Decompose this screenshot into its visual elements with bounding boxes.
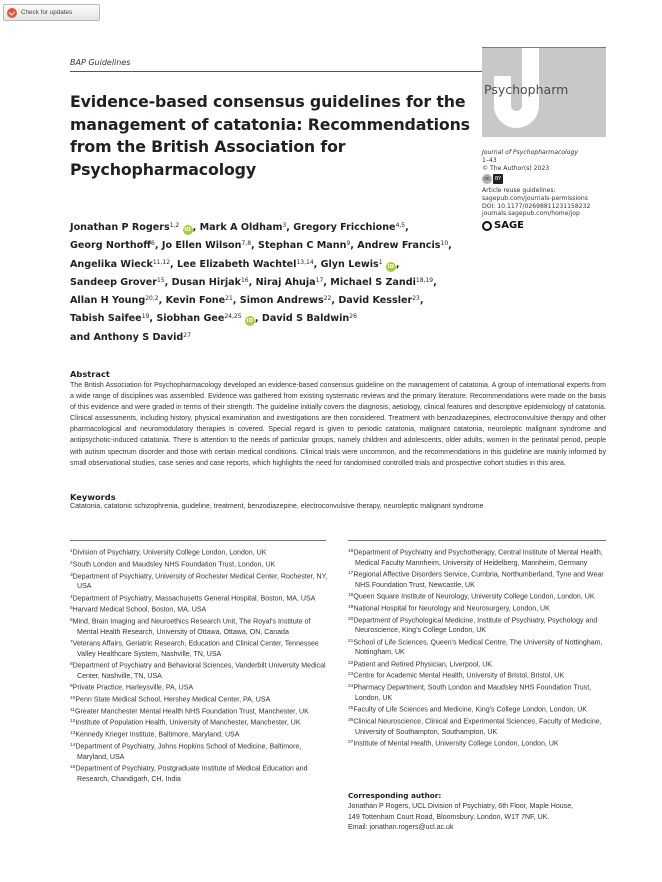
corresponding-line: Jonathan P Rogers, UCL Division of Psychiatry, 6th Floor, Maple House, (348, 803, 574, 811)
author-separator: , (419, 295, 424, 307)
author (357, 240, 452, 251)
affiliation-number: 15 (70, 764, 76, 770)
author-name: Allan H Young (70, 295, 146, 307)
affiliation-text: Mind, Brain Imaging and Neuroethics Research Unit, The Royal's Institute of Mental Health Research, University of Ottawa, Ottawa, ON, Canada (72, 618, 311, 636)
affiliation-item (70, 616, 332, 638)
affiliation-text: Harvard Medical School, Boston, MA, USA (72, 606, 207, 614)
affiliation-item (348, 682, 610, 704)
author-affiliation-sup: 23 (412, 295, 420, 303)
author-affiliation-sup: 18,19 (415, 276, 434, 284)
affiliation-number: 24 (348, 684, 354, 689)
author-affiliation-sup: 10 (440, 240, 449, 248)
update-check-icon (7, 8, 17, 18)
author-separator: , (192, 222, 200, 233)
affiliation-text: Clinical Neuroscience, Clinical and Experimental Sciences, Faculty of Medicine, University of Southampton, Southampton, UK (353, 718, 602, 736)
affiliation-number: 18 (348, 593, 354, 598)
author (177, 259, 321, 270)
affiliation-item (348, 670, 610, 682)
affiliation-text: Veterans Affairs, Geriatric Research, Education and Clinical Center, Tennessee Valley Healthcare System, Nashville, TN, USA (72, 640, 319, 658)
affiliation-item (70, 571, 332, 593)
affiliation-number: 1 (70, 549, 73, 554)
author (240, 295, 339, 306)
footnote-divider (348, 540, 606, 541)
author-name: David S Baldwin (261, 313, 350, 325)
author-name: Georg Northoff (70, 240, 152, 252)
author-affiliation-sup: 1,2 (169, 222, 180, 229)
author (70, 332, 191, 343)
affiliation-number: 7 (70, 640, 73, 645)
affiliation-number: 21 (348, 638, 354, 644)
affiliation-number: 11 (70, 707, 75, 713)
author-affiliation-sup: 24,25 (224, 313, 242, 321)
author-affiliation-sup: 11,12 (152, 258, 171, 266)
doi[interactable]: DOI: 10.1177/02698811231158232 (482, 202, 591, 210)
author (262, 313, 357, 324)
affiliation-item (348, 603, 610, 615)
title-line: from the British Association for (70, 137, 346, 156)
affiliation-text: Greater Manchester Mental Health NHS Foundation Trust, Manchester, UK (74, 708, 309, 715)
affiliation-text: Department of Psychiatry and Behavioral Sciences, Vanderbilt University Medical Center, Nashville, TN, USA (72, 662, 326, 680)
affiliation-item (70, 559, 332, 571)
affiliation-item (70, 547, 332, 559)
author-separator: , (154, 240, 162, 252)
author-affiliation-sup: 4,5 (395, 222, 406, 229)
author-affiliation-sup: 19 (141, 313, 150, 321)
copyright: © The Author(s) 2023 (482, 164, 550, 172)
author-separator: , (248, 276, 256, 288)
author-name: Mark A Oldham (199, 222, 283, 233)
affiliation-number: 4 (70, 594, 73, 600)
affiliation-item (348, 704, 610, 716)
affiliation-item (70, 638, 332, 660)
corresponding-line: 149 Tottenham Court Road, Bloomsbury, London, W1T 7NF, UK. (348, 813, 550, 821)
affiliation-text: Private Practice, Harleysville, PA, USA (72, 684, 194, 692)
affiliation-item (348, 547, 610, 569)
orcid-icon[interactable]: iD (387, 263, 395, 270)
affiliation-number: 23 (348, 672, 354, 678)
affiliations-right (348, 547, 610, 750)
publisher-logo (482, 221, 612, 231)
affiliation-number: 10 (70, 695, 76, 701)
author (70, 295, 166, 306)
author-name: and Anthony S David (70, 331, 184, 343)
author-name: Niraj Ahuja (255, 276, 316, 288)
affiliation-text: Department of Psychological Medicine, Institute of Psychiatry, Psychology and Neuroscience, King's College London, UK (353, 617, 598, 635)
cc-icon: cc (482, 174, 492, 184)
author-separator: , (405, 222, 409, 233)
author-list (70, 218, 485, 346)
author-affiliation-sup: 17 (315, 276, 324, 284)
author-affiliation-sup: 21 (225, 295, 233, 303)
affiliation-item (70, 694, 332, 706)
corresponding-heading: Corresponding author: (348, 791, 442, 800)
author-name: Stephan C Mann (258, 240, 347, 252)
journal-name: Journal of Psychopharmacology (482, 149, 578, 156)
author-affiliation-sup: 15 (157, 276, 165, 284)
affiliation-number: 9 (70, 684, 73, 689)
affiliation-text: Kennedy Krieger Institute, Baltimore, Maryland, USA (75, 731, 240, 739)
affiliation-text: Institute of Population Health, University of Manchester, Manchester, UK (75, 719, 301, 727)
cc-license-badge[interactable] (482, 174, 612, 184)
affiliation-number: 13 (70, 731, 76, 736)
affiliation-text: Department of Psychiatry, University of Rochester Medical Center, Rochester, NY, USA (72, 573, 328, 591)
author-affiliation-sup: 7,8 (241, 240, 252, 248)
affiliation-number: 20 (348, 616, 354, 622)
author-separator: , (164, 276, 172, 288)
affiliation-number: 22 (348, 660, 354, 666)
author-separator: , (448, 240, 452, 252)
affiliation-number: 8 (70, 662, 73, 667)
author-name: Kevin Fone (165, 295, 226, 307)
author-affiliation-sup: 1 (378, 258, 383, 266)
corresponding-email[interactable]: Email: jonathan.rogers@ucl.ac.uk (348, 823, 454, 831)
author-affiliation-sup: 27 (183, 331, 191, 339)
author (156, 313, 262, 324)
affiliation-number: 6 (70, 618, 73, 623)
author (172, 277, 256, 288)
affiliation-text: National Hospital for Neurology and Neurosurgery, London, UK (353, 605, 550, 613)
affiliation-item (348, 615, 610, 637)
author-name: Andrew Francis (357, 240, 441, 252)
journal-logo-text: Psychopharm (484, 82, 569, 97)
affiliation-number: 19 (348, 604, 354, 610)
affiliation-text: Department of Psychiatry and Psychotherapy, Central Institute of Mental Health, Medical Faculty Mannheim, University of Heidelberg, Mannheim, Germany (353, 549, 603, 567)
author (293, 222, 408, 233)
author-separator: , (232, 295, 240, 307)
author-name: Gregory Fricchione (293, 222, 396, 233)
orcid-icon[interactable]: iD (184, 227, 191, 233)
affiliation-text: Division of Psychiatry, University College London, London, UK (72, 549, 267, 557)
affiliation-number: 17 (348, 571, 354, 576)
author-affiliation-sup: 9 (346, 240, 351, 248)
author-name: Glyn Lewis (320, 258, 379, 270)
author-affiliation-sup: 16 (240, 276, 249, 284)
author (321, 259, 400, 270)
affiliation-item (348, 738, 610, 750)
affiliation-text: Department of Psychiatry, Massachusetts General Hospital, Boston, MA, USA (72, 595, 316, 602)
author (70, 277, 172, 288)
affiliation-number: 12 (70, 719, 76, 725)
author (70, 222, 200, 233)
affiliation-text: Centre for Academic Mental Health, University of Bristol, Bristol, UK (353, 672, 565, 680)
affiliation-item (70, 682, 332, 694)
affiliation-number: 14 (70, 742, 76, 748)
author-name: David Kessler (338, 295, 413, 307)
author-affiliation-sup: 22 (323, 295, 332, 303)
author-name: Lee Elizabeth Wachtel (177, 258, 297, 270)
affiliation-item (70, 717, 332, 729)
author-name: Jo Ellen Wilson (161, 240, 242, 252)
affiliation-text: Queen Square Institute of Neurology, University College London, London, UK (353, 593, 595, 601)
header-divider (70, 71, 482, 72)
author-name: Siobhan Gee (156, 313, 225, 325)
author-separator: , (158, 295, 166, 307)
affiliation-text: School of Life Sciences, Queen's Medical Centre, The University of Nottingham, Nottingham, UK (353, 639, 603, 657)
author-name: Michael S Zandi (330, 276, 416, 288)
affiliation-number: 5 (70, 606, 73, 612)
author (258, 240, 357, 251)
affiliation-item (70, 706, 332, 718)
author-name: Tabish Saifee (70, 313, 142, 325)
section-label: BAP Guidelines (70, 58, 131, 67)
author (70, 313, 156, 324)
page-range: 1–43 (482, 156, 497, 164)
affiliation-number: 3 (70, 572, 73, 578)
author-separator: , (149, 313, 157, 325)
author-separator: , (323, 276, 331, 288)
article-meta (482, 149, 612, 231)
author-affiliation-sup: 20,2 (145, 295, 159, 303)
author (166, 295, 240, 306)
author-separator: , (254, 313, 262, 325)
affiliation-text: Department of Psychiatry, Johns Hopkins School of Medicine, Baltimore, Maryland, USA (75, 743, 302, 761)
author-separator: , (286, 222, 294, 233)
author-name: Sandeep Grover (70, 276, 157, 288)
affiliation-text: Institute of Mental Health, University College London, London, UK (353, 740, 559, 748)
author-affiliation-sup: 3 (282, 222, 287, 229)
affiliation-item (70, 593, 332, 605)
author-separator: , (313, 258, 321, 270)
corresponding-author (348, 791, 610, 833)
author-affiliation-sup: 26 (349, 313, 357, 321)
cc-by-icon: BY (495, 175, 502, 182)
affiliation-item (348, 637, 610, 659)
abstract-text: The British Association for Psychopharmacology developed an evidence-based consensus guideline on the management of catatonia. A group of international experts from a wide range of disciplines was assembled. Evidence was gathered from existing systematic reviews and the primary literature. Recommendations were made on the basis of this evidence and were graded in terms of their strength. The guideline initially covers the diagnosis, aetiology, clinical features and descriptive epidemiology of catatonia. Clinical assessments, including history, physical examination and investigations are then considered. Treatment with benzodiazepines, electroconvulsive therapy and other pharmacological and neuromodulatory therapies is covered. Special regard is given to periodic catatonia, malignant catatonia, neuroleptic malignant syndrome and antipsychotic-induced catatonia. There is attention to the needs of particular groups, namely children and adolescents, older adults, women in the perinatal period, people with autism spectrum disorder and those with certain medical conditions. Clinical trials were uncommon, and the recommendations in this guideline are mainly informed by small observational studies, case series and case reports, which highlights the need for randomised controlled trials and prospective cohort studies in this area. (70, 382, 606, 467)
affiliations-left (70, 547, 332, 785)
author-affiliation-sup: 6 (151, 240, 155, 248)
author (70, 240, 162, 251)
title-line: Evidence-based consensus guidelines for the (70, 92, 466, 111)
author-name: Simon Andrews (239, 295, 324, 307)
affiliation-text: Regional Affective Disorders Service, Cumbria, Northumberland, Tyne and Wear NHS Foundation Trust, Newcastle, UK (353, 571, 604, 589)
author (70, 259, 177, 270)
author-separator: , (170, 258, 178, 270)
affiliation-number: 16 (348, 549, 354, 554)
check-for-updates-button[interactable] (3, 4, 100, 21)
author (200, 222, 294, 233)
author-separator: , (251, 240, 259, 252)
abstract-heading: Abstract (70, 369, 110, 379)
affiliation-text: Patient and Retired Physician, Liverpool, UK (353, 661, 493, 668)
affiliation-item (70, 604, 332, 616)
orcid-icon[interactable]: iD (246, 318, 254, 325)
affiliation-item (348, 659, 610, 671)
affiliation-item (70, 660, 332, 682)
affiliation-text: Faculty of Life Sciences and Medicine, King's College London, London, UK (353, 706, 587, 714)
keywords-text: Catatonia, catatonic schizophrenia, guideline, treatment, benzodiazepine, electroconvulsive therapy, neuroleptic malignant syndrome (70, 503, 484, 510)
affiliation-item (70, 763, 332, 785)
author-separator: , (331, 295, 339, 307)
publisher-name: SAGE (494, 220, 524, 232)
author-affiliation-sup: 13,14 (296, 258, 314, 266)
affiliation-number: 2 (70, 560, 73, 566)
author-separator: , (395, 258, 400, 270)
affiliation-item (348, 569, 610, 591)
affiliation-text: Department of Psychiatry, Postgraduate Institute of Medical Education and Research, Chandigarh, CH, India (75, 765, 308, 783)
affiliation-item (70, 729, 332, 741)
author-name: Dusan Hirjak (171, 276, 241, 288)
author-separator: , (433, 276, 437, 288)
affiliation-item (348, 591, 610, 603)
affiliation-text: South London and Maudsley NHS Foundation Trust, London, UK (72, 561, 276, 569)
author (162, 240, 258, 251)
author-separator: , (350, 240, 358, 252)
affiliation-number: 25 (348, 706, 354, 711)
affiliation-text: Pharmacy Department, South London and Maudsley NHS Foundation Trust, London, UK (353, 684, 592, 702)
author (330, 277, 436, 288)
keywords-heading: Keywords (70, 492, 116, 502)
article-title (70, 91, 470, 181)
affiliation-number: 26 (348, 717, 354, 723)
author (256, 277, 331, 288)
reuse-label: Article reuse guidelines: (482, 186, 556, 194)
reuse-link[interactable]: sagepub.com/journals-permissions (482, 194, 588, 202)
affiliation-item (70, 741, 332, 763)
footnote-divider (70, 540, 326, 541)
title-line: Psychopharmacology (70, 159, 256, 179)
affiliation-number: 27 (348, 739, 354, 745)
title-line: management of catatonia: Recommendations (70, 114, 470, 134)
author (338, 295, 423, 306)
author-name: Angelika Wieck (70, 258, 153, 270)
author-name: Jonathan P Rogers (70, 222, 170, 233)
journal-home-link[interactable]: journals.sagepub.com/home/jop (482, 210, 580, 218)
affiliation-item (348, 716, 610, 738)
check-for-updates-label: Check for updates (21, 9, 73, 16)
affiliation-text: Penn State Medical School, Hershey Medical Center, PA, USA (75, 696, 271, 704)
